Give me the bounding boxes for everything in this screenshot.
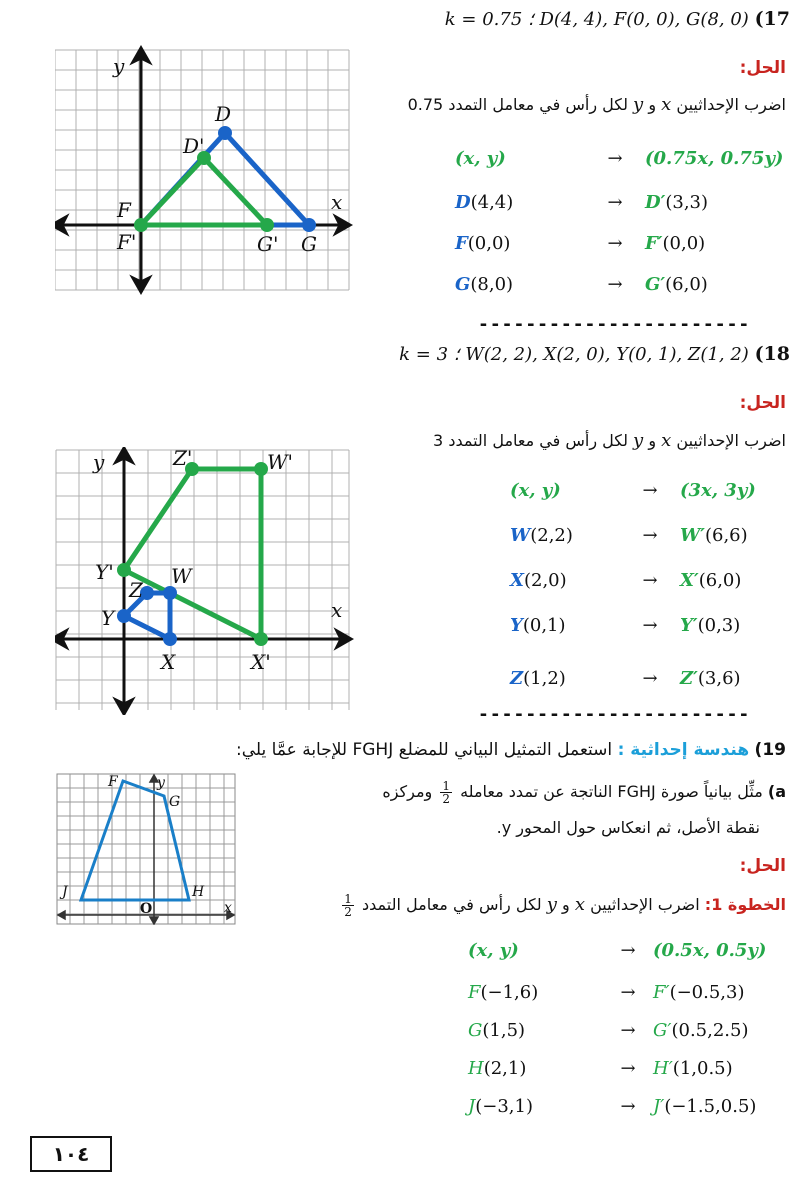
- instruction-var-x: x: [661, 430, 672, 451]
- graph-label-F: F: [108, 774, 118, 790]
- problem-18-solution-label: الحل:: [739, 393, 786, 413]
- mapping-row: [455, 148, 783, 169]
- mapping-arrow: →: [620, 940, 636, 961]
- point-coords: (0,1): [522, 615, 566, 636]
- graph-label-F: F: [117, 198, 131, 222]
- problem-17-solution-label: الحل:: [739, 58, 786, 78]
- graph-label-X: X: [161, 650, 176, 674]
- image-label: G′: [653, 1020, 672, 1041]
- mapping-row: [455, 274, 708, 295]
- graph-label-D: D: [215, 102, 232, 126]
- mapping-row: [468, 1020, 749, 1041]
- image-label: Z′: [680, 668, 698, 689]
- step-and: و: [562, 895, 570, 914]
- mapping-arrow: →: [642, 668, 658, 689]
- graph-label-x: x: [331, 598, 343, 622]
- step-text-post: لكل رأس في معامل التمدد: [362, 895, 542, 914]
- problem-17-graph: [55, 45, 355, 295]
- graph-label-y: y: [93, 450, 105, 474]
- image-coords: (−0.5,3): [669, 982, 745, 1003]
- part-a-text-post: ومركزه: [382, 782, 433, 801]
- mapping-arrow: →: [607, 233, 623, 254]
- image-coords: (1,0.5): [672, 1058, 733, 1079]
- mapping-arrow: →: [620, 982, 636, 1003]
- mapping-row: [510, 668, 741, 689]
- point-label: F: [455, 233, 468, 254]
- problem-17-given: k = 0.75 ؛ D(4, 4), F(0, 0), G(8, 0): [444, 9, 749, 30]
- graph-label-Xprime: X': [251, 650, 271, 674]
- problem-18-instruction: [433, 430, 786, 451]
- mapping-row: [468, 1058, 733, 1079]
- point-label: F: [468, 982, 481, 1003]
- graph-label-origin: O: [140, 901, 153, 917]
- mapping-arrow: →: [607, 192, 623, 213]
- mapping-arrow: →: [642, 570, 658, 591]
- mapping-row: [510, 480, 756, 501]
- mapping-row: [468, 982, 745, 1003]
- image-coords: (0,0): [662, 233, 706, 254]
- problem-19-part-a-line2: نقطة الأصل، ثم انعكاس حول المحور y.: [496, 818, 760, 837]
- instruction-text: اضرب الإحداثيين: [676, 431, 786, 450]
- mapping-general-right: (0.5x, 0.5y): [653, 940, 767, 961]
- image-label: Y′: [680, 615, 698, 636]
- graph-label-Fprime: F': [117, 230, 137, 254]
- image-label: H′: [653, 1058, 673, 1079]
- graph-label-Wprime: W': [267, 450, 294, 474]
- graph-label-Yprime: Y': [95, 560, 114, 584]
- problem-18-number: (18: [754, 343, 790, 365]
- problem-18-graph: [55, 447, 355, 715]
- page-number: ١٠٤: [30, 1136, 112, 1172]
- mapping-arrow: →: [620, 1020, 636, 1041]
- point-label: J: [468, 1096, 476, 1117]
- graph-label-Zprime: Z': [173, 447, 193, 470]
- point-label: Z: [510, 668, 524, 689]
- image-coords: (6,6): [704, 525, 748, 546]
- graph-label-H: H: [192, 884, 205, 900]
- problem-19-number: 19): [754, 740, 786, 760]
- image-label: W′: [680, 525, 705, 546]
- instruction-var-y: y: [633, 430, 644, 451]
- section-divider: -----------------------: [478, 314, 751, 335]
- point-coords: (1,2): [523, 668, 566, 689]
- point-label: G: [455, 274, 471, 295]
- fraction-numerator: 1: [442, 779, 450, 793]
- mapping-row: [510, 615, 740, 636]
- problem-18-header: [380, 343, 790, 365]
- point-coords: (0,0): [467, 233, 511, 254]
- point-label: G: [468, 1020, 483, 1041]
- instruction-and: و: [648, 431, 657, 450]
- step-label: الخطوة 1:: [704, 895, 786, 914]
- mapping-arrow: →: [642, 480, 658, 501]
- graph-label-J: J: [62, 884, 68, 900]
- image-label: D′: [645, 192, 666, 213]
- image-coords: (0,3): [697, 615, 741, 636]
- point-coords: (−1,6): [480, 982, 539, 1003]
- problem-19-topic: هندسة إحداثية :: [617, 740, 750, 760]
- mapping-general-left: (x, y): [455, 148, 506, 169]
- image-coords: (3,3): [665, 192, 709, 213]
- fraction-denominator: 2: [344, 905, 352, 919]
- problem-19-header: [236, 740, 786, 760]
- image-coords: (0.5,2.5): [671, 1020, 749, 1041]
- problem-19-intro: استعمل التمثيل البياني للمضلع FGHJ للإجابة عمَّا يلي:: [236, 740, 613, 760]
- instruction-text: اضرب الإحداثيين: [676, 95, 786, 114]
- mapping-row: [455, 192, 708, 213]
- graph-label-Gprime: G': [257, 232, 279, 256]
- graph-label-x: x: [331, 190, 343, 214]
- mapping-arrow: →: [620, 1096, 636, 1117]
- point-label: W: [510, 525, 531, 546]
- problem-19-solution-label: الحل:: [739, 856, 786, 876]
- problem-19-graph: [56, 773, 236, 925]
- instruction-text-post: لكل رأس في معامل التمدد 0.75: [407, 95, 628, 114]
- point-coords: (8,0): [470, 274, 514, 295]
- problem-17-header: [430, 8, 790, 30]
- step-text: اضرب الإحداثيين: [590, 895, 700, 914]
- image-coords: (3,6): [697, 668, 741, 689]
- image-label: X′: [680, 570, 699, 591]
- image-label: G′: [645, 274, 666, 295]
- instruction-var-y: y: [633, 94, 644, 115]
- part-a-fraction: [440, 780, 452, 805]
- mapping-general-right: (0.75x, 0.75y): [645, 148, 784, 169]
- graph-label-W: W: [171, 564, 192, 588]
- instruction-var-x: x: [661, 94, 672, 115]
- problem-19-step1: [339, 893, 786, 918]
- step-fraction: [342, 893, 354, 918]
- point-coords: (2,2): [530, 525, 573, 546]
- instruction-and: و: [648, 95, 657, 114]
- fraction-denominator: 2: [442, 792, 450, 806]
- point-label: H: [468, 1058, 484, 1079]
- point-label: D: [455, 192, 471, 213]
- image-coords: (6,0): [665, 274, 708, 295]
- mapping-arrow: →: [607, 148, 623, 169]
- graph-label-Y: Y: [101, 606, 115, 630]
- mapping-arrow: →: [620, 1058, 636, 1079]
- mapping-arrow: →: [607, 274, 623, 295]
- mapping-row: [510, 570, 741, 591]
- mapping-row: [468, 1096, 756, 1117]
- mapping-row: [510, 525, 748, 546]
- image-label: F′: [653, 982, 670, 1003]
- image-coords: (6,0): [698, 570, 742, 591]
- mapping-general-left: (x, y): [510, 480, 561, 501]
- point-coords: (4,4): [470, 192, 514, 213]
- step-var-y: y: [546, 894, 557, 915]
- section-divider: -----------------------: [478, 704, 751, 725]
- part-a-label: a): [767, 782, 786, 801]
- point-label: X: [510, 570, 524, 591]
- graph-label-G: G: [169, 794, 181, 810]
- point-label: Y: [510, 615, 523, 636]
- image-coords: (−1.5,0.5): [664, 1096, 757, 1117]
- graph-label-G: G: [301, 232, 317, 256]
- point-coords: (2,0): [523, 570, 567, 591]
- graph-label-x: x: [224, 900, 232, 916]
- point-coords: (1,5): [482, 1020, 526, 1041]
- graph-label-Z: Z: [129, 578, 143, 602]
- problem-17-instruction: [408, 94, 786, 115]
- problem-18-given: k = 3 ؛ W(2, 2), X(2, 0), Y(0, 1), Z(1, 2): [399, 344, 749, 365]
- graph-label-y: y: [157, 775, 165, 791]
- point-coords: (−3,1): [475, 1096, 533, 1117]
- mapping-general-right: (3x, 3y): [680, 480, 756, 501]
- image-label: F′: [645, 233, 663, 254]
- graph-label-Dprime: D': [183, 134, 205, 158]
- image-label: J′: [653, 1096, 665, 1117]
- problem-17-number: (17: [754, 8, 790, 30]
- graph-label-y: y: [113, 54, 125, 78]
- fraction-numerator: 1: [344, 892, 352, 906]
- mapping-general-left: (x, y): [468, 940, 519, 961]
- mapping-arrow: →: [642, 525, 658, 546]
- part-a-text: مثِّل بيانياً صورة FGHJ الناتجة عن تمدد معامله: [460, 782, 763, 801]
- mapping-row: [455, 233, 705, 254]
- problem-19-part-a: [382, 780, 786, 805]
- step-var-x: x: [574, 894, 585, 915]
- mapping-row: [468, 940, 766, 961]
- mapping-arrow: →: [642, 615, 658, 636]
- point-coords: (2,1): [483, 1058, 527, 1079]
- instruction-text-post: لكل رأس في معامل التمدد 3: [433, 431, 628, 450]
